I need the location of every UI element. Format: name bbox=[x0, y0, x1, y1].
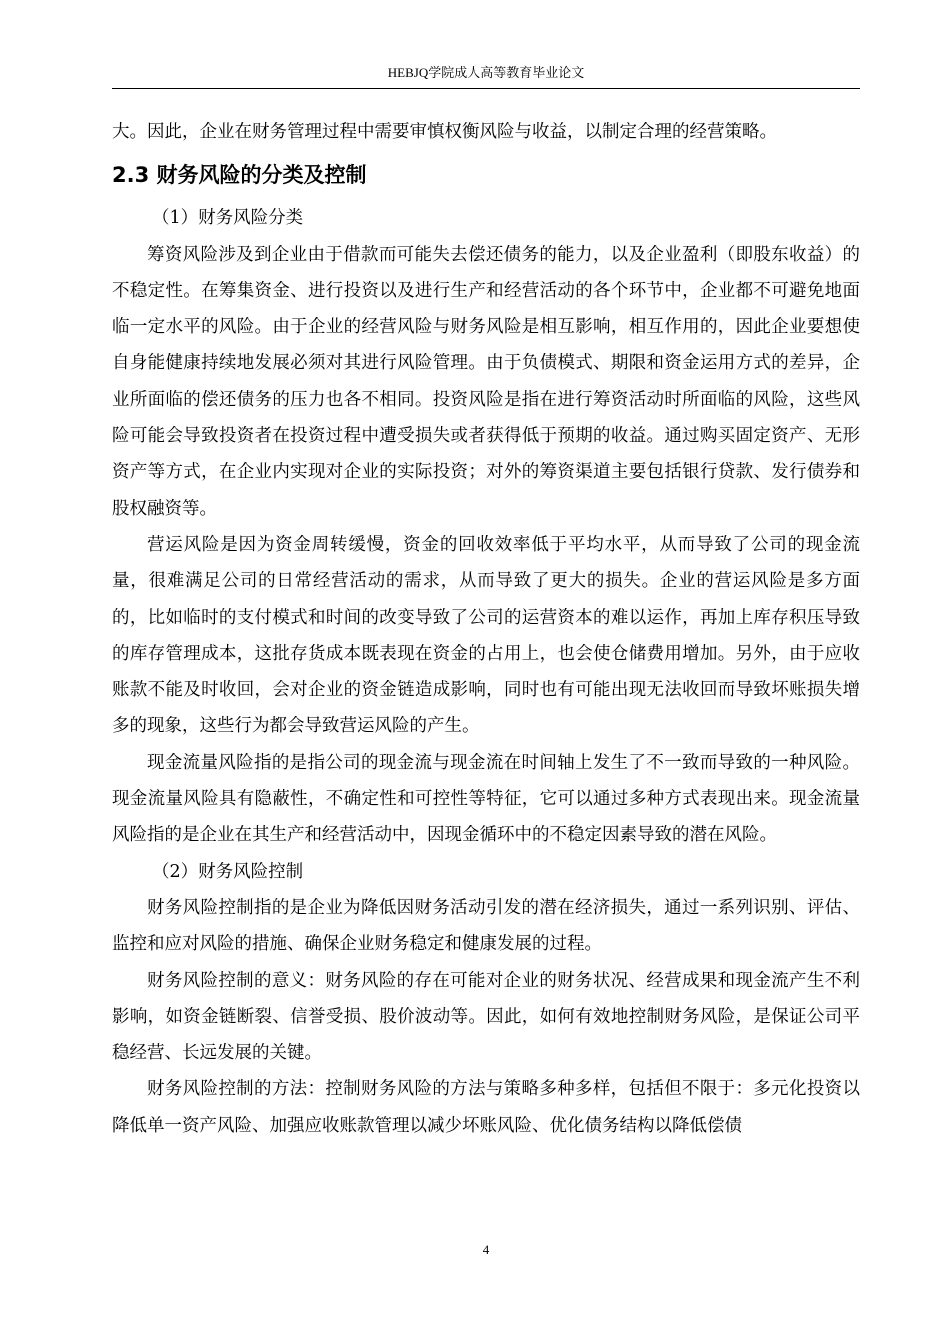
paragraph-control-methods: 财务风险控制的方法：控制财务风险的方法与策略多种多样，包括但不限于：多元化投资以降低单一资产风险、加强应收账款管理以减少坏账风险、优化债务结构以降低偿债 bbox=[112, 1079, 860, 1136]
document-body bbox=[112, 114, 860, 1144]
paragraph-operating-risk: 营运风险是因为资金周转缓慢，资金的回收效率低于平均水平，从而导致了公司的现金流量，很难满足公司的日常经营活动的需求，从而导致了更大的损失。企业的营运风险是多方面的，比如临时的支付模式和时间的改变导致了公司的运营资本的难以运作，再加上库存积压导致的库存管理成本，这批存货成本既表现在资金的占用上，也会使仓储费用增加。另外，由于应收账款不能及时收回，会对企业的资金链造成影响，同时也有可能出现无法收回而导致坏账损失增多的现象，这些行为都会导致营运风险的产生。 bbox=[112, 534, 860, 737]
carryover-paragraph: 大。因此，企业在财务管理过程中需要审慎权衡风险与收益，以制定合理的经营策略。 bbox=[112, 122, 777, 142]
section-heading: 2.3 财务风险的分类及控制 bbox=[112, 163, 367, 188]
page-number: 4 bbox=[482, 1242, 490, 1257]
paragraph-cashflow-risk: 现金流量风险指的是指公司的现金流与现金流在时间轴上发生了不一致而导致的一种风险。现金流量风险具有隐蔽性，不确定性和可控性等特征，它可以通过多种方式表现出来。现金流量风险指的是企业在其生产和经营活动中，因现金循环中的不稳定因素导致的潜在风险。 bbox=[112, 752, 860, 846]
paragraph-control-definition: 财务风险控制指的是企业为降低因财务活动引发的潜在经济损失，通过一系列识别、评估、监控和应对风险的措施、确保企业财务稳定和健康发展的过程。 bbox=[112, 897, 860, 955]
paragraph-financing-risk: 筹资风险涉及到企业由于借款而可能失去偿还债务的能力，以及企业盈利（即股东收益）的不稳定性。在筹集资金、进行投资以及进行生产和经营活动的各个环节中，企业都不可避免地面临一定水平的风险。由于企业的经营风险与财务风险是相互影响，相互作用的，因此企业要想使自身能健康持续地发展必须对其进行风险管理。由于负债模式、期限和资金运用方式的差异，企业所面临的偿还债务的压力也各不相同。投资风险是指在进行筹资活动时所面临的风险，这些风险可能会导致投资者在投资过程中遭受损失或者获得低于预期的收益。通过购买固定资产、无形资产等方式，在企业内实现对企业的实际投资；对外的筹资渠道主要包括银行贷款、发行债券和股权融资等。 bbox=[112, 244, 860, 519]
running-header: HEBJQ学院成人高等教育毕业论文 bbox=[387, 65, 585, 80]
paragraph-control-significance: 财务风险控制的意义：财务风险的存在可能对企业的财务状况、经营成果和现金流产生不利影响，如资金链断裂、信誉受损、股价波动等。因此，如何有效地控制财务风险，是保证公司平稳经营、长远发展的关键。 bbox=[112, 970, 860, 1064]
subsection-heading-classification: （1）财务风险分类 bbox=[152, 208, 304, 229]
subsection-heading-control: （2）财务风险控制 bbox=[152, 861, 304, 882]
header-divider bbox=[112, 88, 860, 89]
